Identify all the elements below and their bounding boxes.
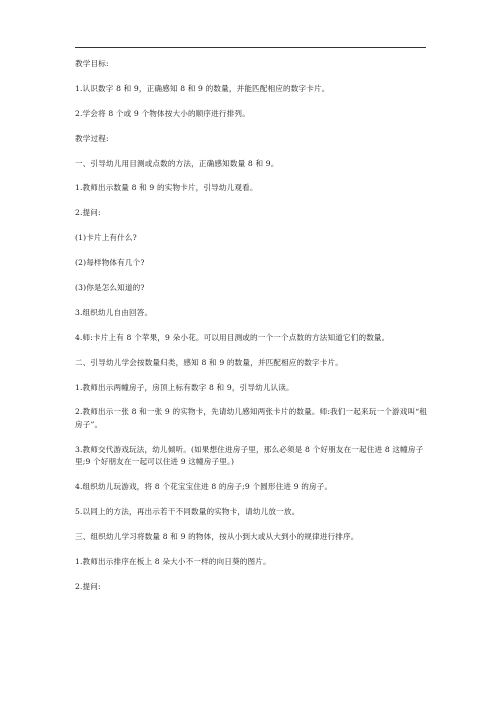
- document-body: [75, 58, 430, 606]
- paragraph-step: 4.师:卡片上有 8 个苹果，9 朵小花。可以用目测或的一个一个点数的方法知道它们的数量。: [75, 332, 390, 342]
- paragraph-question: (2)每样物体有几个?: [75, 258, 145, 268]
- paragraph-step: 1.教师出示两幢房子，房顶上标有数字 8 和 9，引导幼儿认读。: [75, 382, 294, 392]
- header-rule: [75, 47, 426, 48]
- paragraph-goal-2: 2.学会将 8 个或 9 个物体按大小的顺序进行排列。: [75, 108, 250, 118]
- paragraph-step: 5.以同上的方法，再出示若干不同数量的实物卡，请幼儿放一放。: [75, 507, 300, 517]
- paragraph-question: (1)卡片上有什么?: [75, 233, 137, 243]
- paragraph-step: 4.组织幼儿玩游戏，将 8 个花宝宝住进 8 的房子;9 个圆形住进 9 的房子。: [75, 482, 333, 492]
- paragraph-section-2: 二、引导幼儿学会按数量归类，感知 8 和 9 的数量，并匹配相应的数字卡片。: [75, 357, 344, 367]
- paragraph-process-heading: 教学过程:: [75, 133, 109, 143]
- paragraph-question: (3)你是怎么知道的?: [75, 283, 145, 293]
- paragraph-goal-1: 1.认识数字 8 和 9，正确感知 8 和 9 的数量，并能匹配相应的数字卡片。: [75, 83, 330, 93]
- paragraph-section-1: 一、引导幼儿用目测或点数的方法，正确感知数量 8 和 9。: [75, 158, 279, 168]
- paragraph-goals-heading: 教学目标:: [75, 59, 109, 68]
- paragraph-section-3: 三、组织幼儿学习将数量 8 和 9 的物体，按从小到大或从大到小的规律进行排序。: [75, 532, 359, 542]
- paragraph-step: 2.提问:: [75, 581, 101, 591]
- paragraph-step: 1.教师出示数量 8 和 9 的实物卡片，引导幼儿观看。: [75, 183, 258, 193]
- paragraph-step: 2.提问:: [75, 208, 101, 218]
- paragraph-step: 3.教师交代游戏玩法，幼儿倾听。(如果想住进房子里，那么必须是 8 个好朋友在一起住进 8 这幢房子里;9 个好朋友在一起可以住进 9 这幢房子里。): [75, 444, 424, 467]
- paragraph-step: 2.教师出示一张 8 和一张 9 的实物卡，先请幼儿感知两张卡片的数量。师:我们一起来玩一个游戏叫“租房子”。: [75, 407, 427, 429]
- paragraph-step: 3.组织幼儿自由回答。: [75, 307, 153, 317]
- paragraph-step: 1.教师出示排序在板上 8 朵大小不一样的向日葵的图片。: [75, 556, 271, 566]
